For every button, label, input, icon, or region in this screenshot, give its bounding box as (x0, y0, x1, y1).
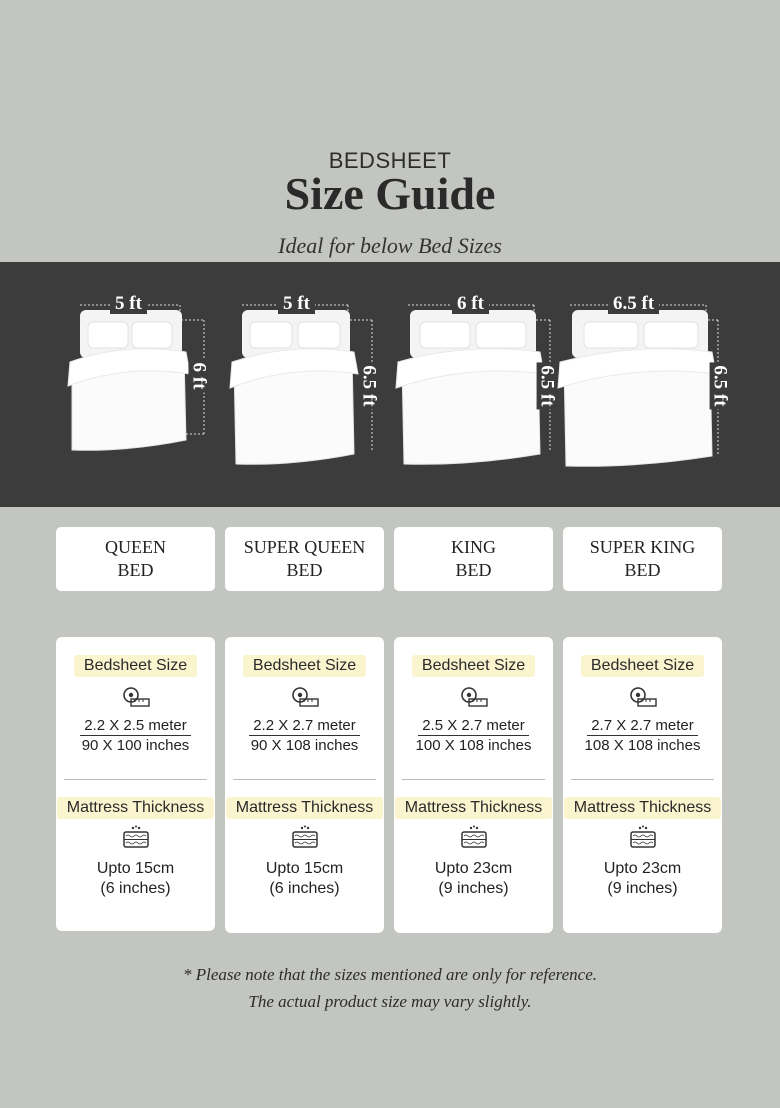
bedsheet-size-inches: 100 X 108 inches (415, 737, 532, 754)
mattress-thickness-section (56, 797, 215, 899)
bedsheet-size-section (563, 655, 722, 754)
bed-length-label: 6.5 ft (359, 362, 379, 409)
bed-width-label: 5 ft (278, 294, 315, 314)
bedsheet-size-meter: 2.2 X 2.5 meter (80, 717, 191, 736)
measuring-tape-icon (628, 685, 658, 709)
bedsheet-size-inches: 108 X 108 inches (584, 737, 701, 754)
spec-card-super-king (563, 637, 722, 933)
bed-name-card-super-king (563, 527, 722, 591)
spec-card-king (394, 637, 553, 933)
mattress-thickness-label: Mattress Thickness (564, 797, 722, 819)
bed-width-label: 6 ft (452, 294, 489, 314)
bedsheet-size-section (225, 655, 384, 754)
mattress-icon (628, 825, 658, 849)
bedsheet-size-label: Bedsheet Size (243, 655, 366, 677)
bed-name-line2: BED (624, 560, 661, 580)
bed-illustration-super-king (556, 262, 736, 507)
bed-name-line2: BED (455, 560, 492, 580)
disclaimer-line-1: * Please note that the sizes mentioned are only for reference. (182, 965, 598, 984)
bed-length-label: 6.5 ft (710, 362, 730, 409)
bed-width-label: 5 ft (110, 294, 147, 314)
mattress-thickness-cm: Upto 15cm (265, 860, 344, 877)
mattress-thickness-section (394, 797, 553, 899)
kicker-text: BEDSHEET (328, 148, 452, 173)
bedsheet-size-meter: 2.5 X 2.7 meter (418, 717, 529, 736)
bed-length-label: 6 ft (188, 360, 208, 393)
mattress-thickness-cm: Upto 15cm (96, 860, 175, 877)
bed-name-card-queen (56, 527, 215, 591)
mattress-thickness-cm: Upto 23cm (434, 860, 513, 877)
mattress-thickness-value (225, 859, 384, 899)
header (0, 0, 780, 262)
mattress-icon (459, 825, 489, 849)
spec-card-queen (56, 637, 215, 931)
bed-illustration-king (394, 262, 564, 507)
mattress-thickness-value (56, 859, 215, 899)
disclaimer-line-2: The actual product size may vary slightly. (248, 992, 532, 1011)
mattress-thickness-value (563, 859, 722, 899)
page-subtitle: Ideal for below Bed Sizes (278, 233, 502, 258)
bed-name-line1: SUPER QUEEN (243, 537, 366, 557)
bed-illustration-queen (66, 262, 216, 507)
spec-card-super-queen (225, 637, 384, 933)
bed-name-line2: BED (286, 560, 323, 580)
divider (64, 779, 207, 780)
mattress-thickness-section (563, 797, 722, 899)
divider (233, 779, 376, 780)
bed-name-line1: KING (451, 537, 496, 557)
bed-name-line2: BED (117, 560, 154, 580)
bed-illustration-super-queen (228, 262, 388, 507)
mattress-thickness-inches: (6 inches) (269, 880, 340, 897)
bed-illustration-band (0, 262, 780, 507)
mattress-thickness-label: Mattress Thickness (57, 797, 215, 819)
bed-width-label: 6.5 ft (608, 294, 659, 314)
bedsheet-size-label: Bedsheet Size (412, 655, 535, 677)
measuring-tape-icon (290, 685, 320, 709)
mattress-thickness-inches: (9 inches) (607, 880, 678, 897)
mattress-thickness-inches: (6 inches) (100, 880, 171, 897)
bed-name-card-king (394, 527, 553, 591)
mattress-thickness-inches: (9 inches) (438, 880, 509, 897)
bedsheet-size-inches: 90 X 108 inches (250, 737, 359, 754)
bedsheet-size-section (56, 655, 215, 754)
bed-name-card-super-queen (225, 527, 384, 591)
mattress-thickness-cm: Upto 23cm (603, 860, 682, 877)
divider (402, 779, 545, 780)
bedsheet-size-section (394, 655, 553, 754)
bedsheet-size-label: Bedsheet Size (74, 655, 197, 677)
mattress-icon (121, 825, 151, 849)
bedsheet-size-meter: 2.7 X 2.7 meter (587, 717, 698, 736)
measuring-tape-icon (121, 685, 151, 709)
mattress-icon (290, 825, 320, 849)
bed-length-label: 6.5 ft (537, 362, 557, 409)
mattress-thickness-value (394, 859, 553, 899)
page-title: Size Guide (284, 168, 496, 219)
measuring-tape-icon (459, 685, 489, 709)
mattress-thickness-label: Mattress Thickness (226, 797, 384, 819)
divider (571, 779, 714, 780)
bed-name-line1: SUPER KING (589, 537, 696, 557)
mattress-thickness-section (225, 797, 384, 899)
bedsheet-size-label: Bedsheet Size (581, 655, 704, 677)
bedsheet-size-meter: 2.2 X 2.7 meter (249, 717, 360, 736)
mattress-thickness-label: Mattress Thickness (395, 797, 553, 819)
bed-name-line1: QUEEN (105, 537, 166, 557)
bedsheet-size-inches: 90 X 100 inches (81, 737, 190, 754)
